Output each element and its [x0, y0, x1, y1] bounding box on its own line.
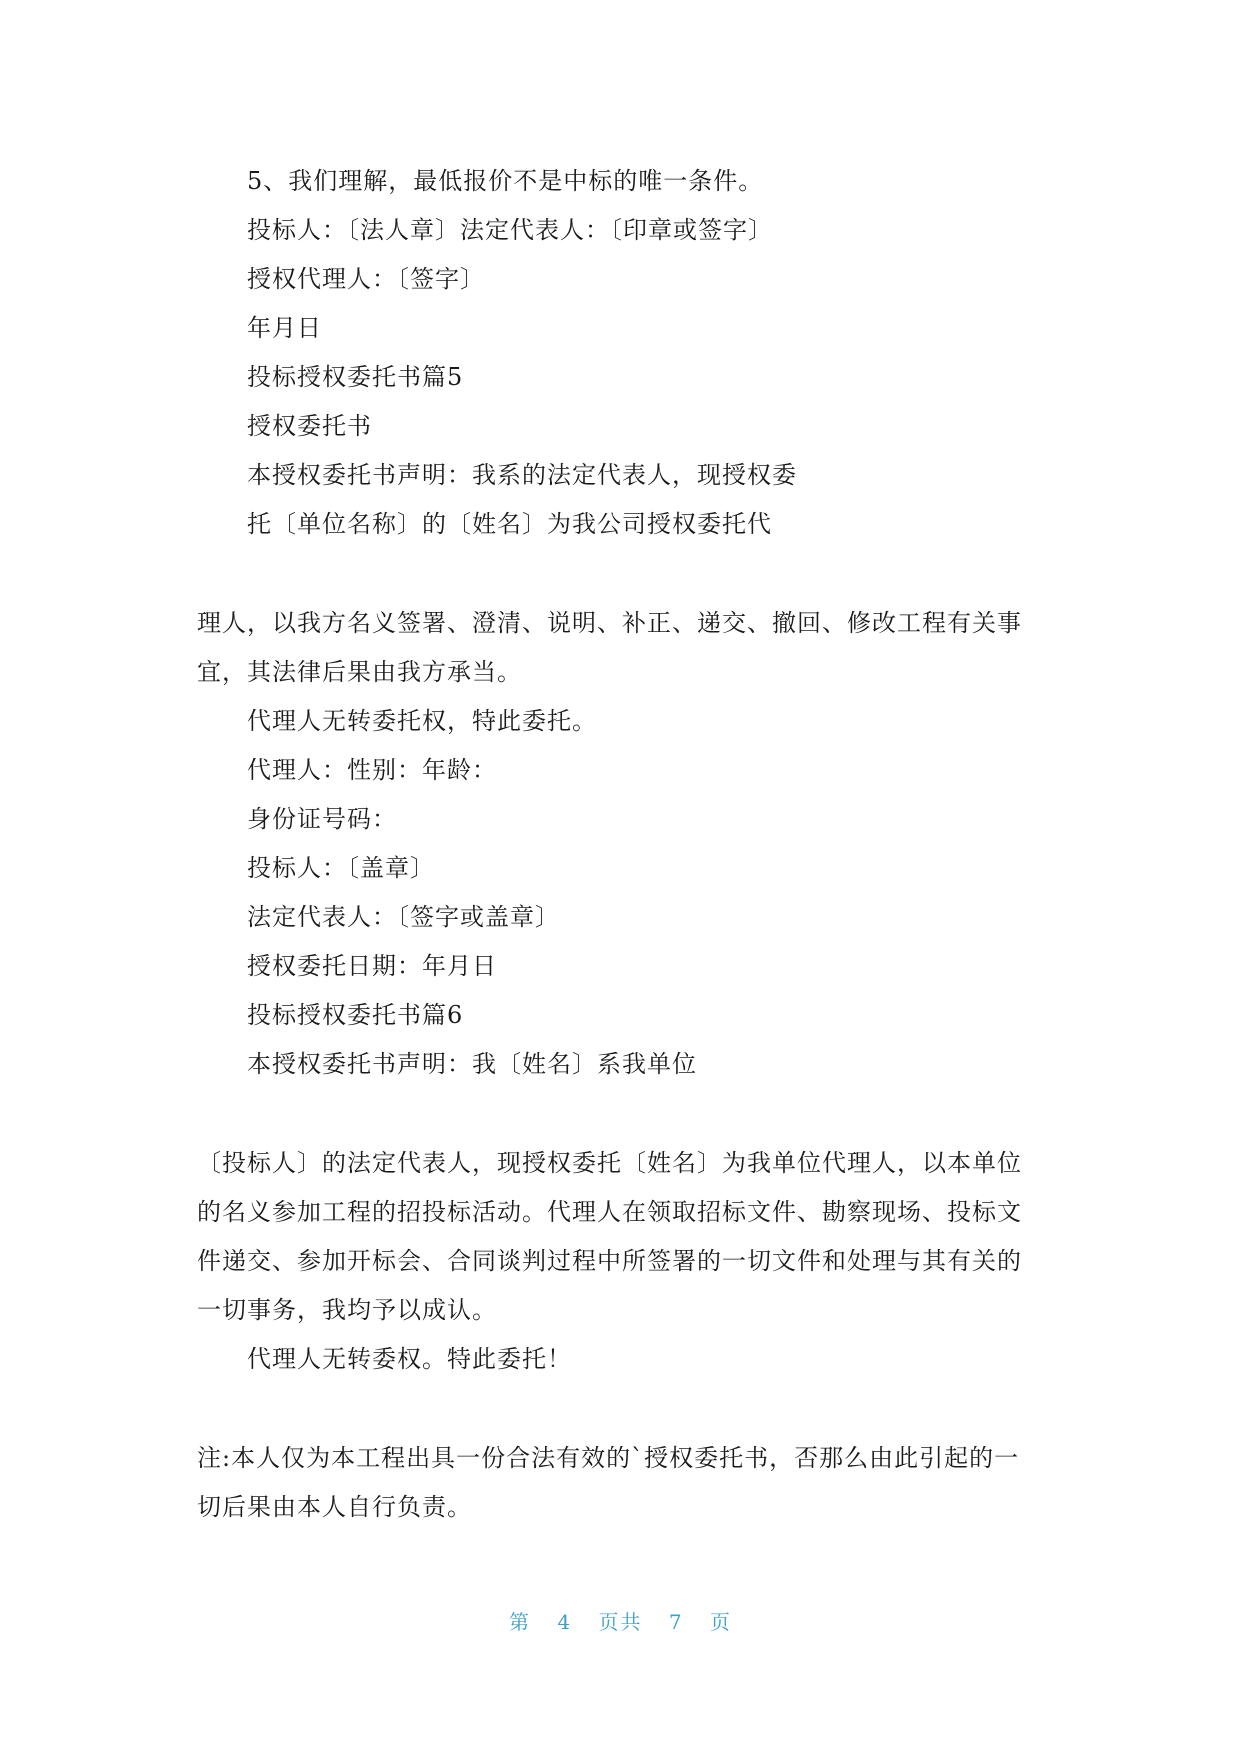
- paragraph-line: 件递交、参加开标会、合同谈判过程中所签署的一切文件和处理与其有关的: [197, 1247, 1022, 1275]
- paragraph-line: 年月日: [247, 314, 322, 342]
- paragraph-line: 授权代理人：〔签字〕: [247, 265, 485, 293]
- footer-middle: 页共: [598, 1610, 643, 1634]
- section-subheading: 授权委托书: [247, 412, 372, 440]
- paragraph-line: 授权委托日期：年月日: [247, 952, 497, 980]
- paragraph-line: 的名义参加工程的招投标活动。代理人在领取招标文件、勘察现场、投标文: [197, 1198, 1022, 1226]
- paragraph-line: 本授权委托书声明：我系的法定代表人，现授权委: [247, 461, 797, 489]
- section-heading: 投标授权委托书篇5: [247, 363, 464, 391]
- page-footer: [0, 1610, 1241, 1634]
- current-page-number: 4: [557, 1610, 573, 1634]
- paragraph-line: 理人，以我方名义签署、澄清、说明、补正、递交、撤回、修改工程有关事: [197, 609, 1022, 637]
- paragraph-line: 身份证号码：: [247, 805, 397, 833]
- note-line: 切后果由本人自行负责。: [197, 1493, 472, 1521]
- paragraph-line: 代理人无转委托权，特此委托。: [247, 707, 597, 735]
- section-heading: 投标授权委托书篇6: [247, 1001, 464, 1029]
- paragraph-line: 托〔单位名称〕的〔姓名〕为我公司授权委托代: [247, 510, 772, 538]
- paragraph-line: 投标人：〔法人章〕法定代表人：〔印章或签字〕: [247, 216, 773, 244]
- paragraph-line: 一切事务，我均予以成认。: [197, 1296, 497, 1324]
- footer-prefix: 第: [509, 1610, 532, 1634]
- note-line: 注:本人仅为本工程出具一份合法有效的`授权委托书，否那么由此引起的一: [197, 1444, 1020, 1472]
- paragraph-line: 法定代表人：〔签字或盖章〕: [247, 903, 560, 931]
- paragraph-line: 投标人：〔盖章〕: [247, 854, 435, 882]
- footer-suffix: 页: [709, 1610, 732, 1634]
- paragraph-line: 本授权委托书声明：我〔姓名〕系我单位: [247, 1050, 697, 1078]
- paragraph-line: 宜，其法律后果由我方承当。: [197, 658, 522, 686]
- total-pages-number: 7: [668, 1610, 684, 1634]
- paragraph-line: 〔投标人〕的法定代表人，现授权委托〔姓名〕为我单位代理人，以本单位: [197, 1149, 1022, 1177]
- paragraph-line: 代理人无转委权。特此委托！: [247, 1345, 572, 1373]
- paragraph-line: 代理人：性别：年龄：: [247, 756, 497, 784]
- paragraph-line: 5、我们理解，最低报价不是中标的唯一条件。: [247, 167, 764, 195]
